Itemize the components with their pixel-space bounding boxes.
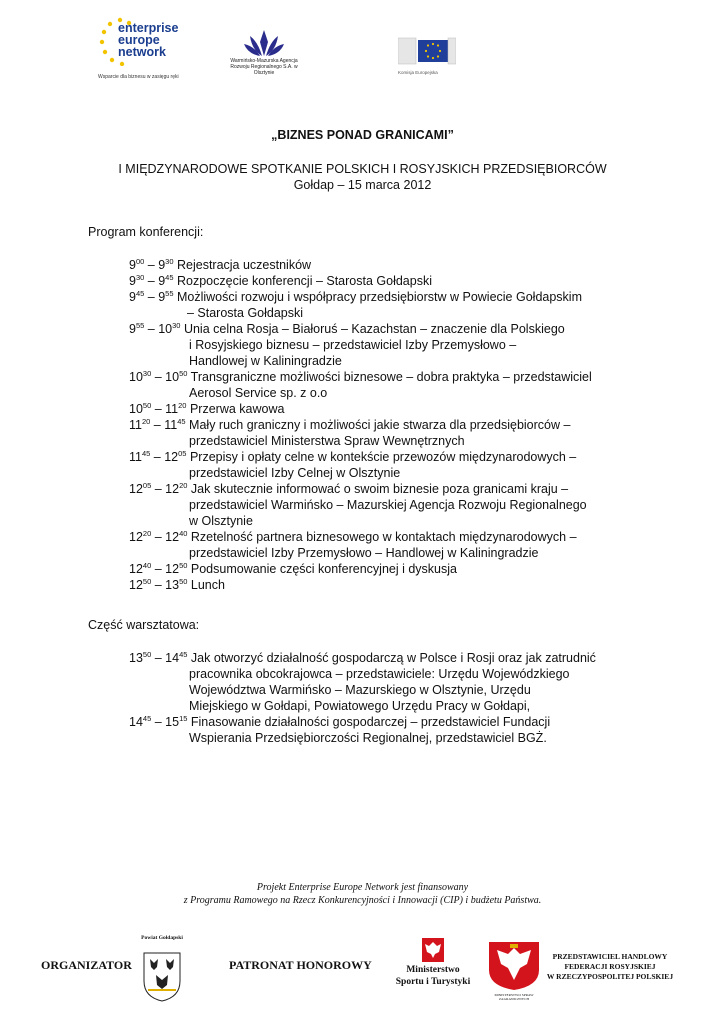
trade-representative bbox=[542, 952, 678, 982]
schedule-item bbox=[129, 321, 592, 369]
funding-note-line-1: Projekt Enterprise Europe Network jest finansowany bbox=[256, 882, 469, 893]
time-minutes: 45 bbox=[135, 289, 145, 298]
polish-eagle-icon bbox=[422, 938, 444, 962]
schedule-item bbox=[129, 417, 592, 449]
eu-flag-icon bbox=[398, 34, 456, 68]
schedule-text: Przepisy i opłaty celne w kontekście przewozów międzynarodowych – bbox=[189, 450, 577, 464]
coat-of-arms-icon bbox=[142, 951, 182, 1003]
time-minutes: 15 bbox=[179, 714, 188, 723]
schedule-text: Rozpoczęcie konferencji – Starosta Gołdapski bbox=[176, 274, 432, 288]
schedule-text: Handlowej w Kaliningradzie bbox=[189, 354, 342, 368]
time-hour: 12 bbox=[129, 530, 143, 544]
ministry-sport-tourism-logo bbox=[393, 938, 473, 998]
time-hour: 9 bbox=[129, 274, 136, 288]
time-minutes: 45 bbox=[141, 449, 151, 458]
time-range: $13^{50} - 14^{45}$ bbox=[129, 650, 188, 665]
time-hour: 10 bbox=[129, 370, 143, 384]
time-minutes: 20 bbox=[141, 417, 151, 426]
schedule-text: przedstawiciel Izby Celnej w Olsztynie bbox=[189, 466, 401, 480]
schedule-item bbox=[129, 577, 592, 593]
schedule-text: Jak otworzyć działalność gospodarczą w Polsce i Rosji oraz jak zatrudnić bbox=[190, 651, 596, 665]
een-logo-line: enterprise bbox=[118, 21, 179, 35]
time-minutes: 20 bbox=[178, 401, 187, 410]
time-minutes: 45 bbox=[142, 714, 152, 723]
time-minutes: 50 bbox=[179, 561, 188, 570]
funding-note-line-2: z Programu Ramowego na Rzecz Konkurencyjności i Innowacji (CIP) i budżetu Państwa. bbox=[183, 895, 542, 906]
time-minutes: 05 bbox=[142, 481, 152, 490]
time-range: $12^{05} - 12^{20}$ bbox=[129, 481, 188, 496]
schedule-text: Możliwości rozwoju i współpracy przedsiębiorstw w Powiecie Gołdapskim bbox=[176, 290, 582, 304]
time-range: $12^{40} - 12^{50}$ bbox=[129, 561, 188, 576]
time-minutes: 55 bbox=[135, 321, 145, 330]
time-minutes: 20 bbox=[179, 481, 188, 490]
time-range: $12^{20} - 12^{40}$ bbox=[129, 529, 188, 544]
time-hour: 9 bbox=[158, 258, 166, 272]
event-date: Gołdap – 15 marca 2012 bbox=[293, 178, 432, 192]
schedule-text: Mały ruch graniczny i możliwości jakie stwarza dla przedsiębiorców – bbox=[189, 418, 571, 432]
time-minutes: 40 bbox=[179, 529, 188, 538]
een-tagline: Wsparcie dla biznesu w zasięgu ręki bbox=[98, 74, 179, 80]
trade-rep-line: PRZEDSTAWICIEL HANDLOWY bbox=[552, 952, 668, 961]
time-hour: 12 bbox=[165, 482, 180, 496]
time-hour: 10 bbox=[158, 322, 173, 336]
time-hour: 9 bbox=[129, 322, 136, 336]
time-hour: 11 bbox=[165, 402, 179, 416]
time-hour: 12 bbox=[164, 450, 179, 464]
schedule-text: w Olsztynie bbox=[189, 514, 253, 528]
time-hour: 12 bbox=[129, 562, 143, 576]
program-schedule bbox=[129, 257, 592, 593]
time-hour: 12 bbox=[165, 530, 180, 544]
schedule-item bbox=[129, 401, 592, 417]
een-logo-line: europe bbox=[118, 33, 160, 47]
trade-rep-line: FEDERACJI ROSYJSKIEJ bbox=[564, 962, 656, 971]
time-range: $11^{45} - 12^{05}$ bbox=[129, 449, 187, 464]
time-minutes: 50 bbox=[179, 369, 188, 378]
time-minutes: 50 bbox=[179, 577, 188, 586]
schedule-text: Wspierania Przedsiębiorczości Regionalnej, przedstawiciel BGŻ. bbox=[189, 731, 547, 745]
schedule-text: Miejskiego w Gołdapi, Powiatowego Urzędu Pracy w Gołdapi, bbox=[189, 699, 531, 713]
time-range: $10^{30} - 10^{50}$ bbox=[129, 369, 188, 384]
schedule-text: Jak skutecznie informować o swoim biznesie poza granicami kraju – bbox=[190, 482, 569, 496]
schedule-text: Aerosol Service sp. z o.o bbox=[189, 386, 328, 400]
time-range: $9^{00} - 9^{30}$ bbox=[129, 257, 174, 272]
workshop-heading: Część warsztatowa: bbox=[88, 618, 200, 632]
schedule-item bbox=[129, 273, 592, 289]
wmarr-logo-text: Warmińsko-Mazurska Agencja Rozwoju Regionalnego S.A. w Olsztynie bbox=[230, 58, 298, 76]
time-hour: 9 bbox=[158, 274, 166, 288]
program-heading: Program konferencji: bbox=[88, 225, 204, 239]
time-hour: 10 bbox=[129, 402, 143, 416]
time-minutes: 30 bbox=[142, 369, 152, 378]
time-minutes: 30 bbox=[172, 321, 181, 330]
schedule-item bbox=[129, 529, 592, 561]
schedule-text: Transgraniczne możliwości biznesowe – dobra praktyka – przedstawiciel bbox=[190, 370, 592, 384]
time-hour: 15 bbox=[165, 715, 180, 729]
schedule-text: przedstawiciel Ministerstwa Spraw Wewnętrznych bbox=[189, 434, 465, 448]
schedule-text: pracownika obcokrajowca – przedstawiciele: Urzędu Wojewódzkiego bbox=[189, 667, 570, 681]
european-commission-logo bbox=[398, 34, 456, 78]
time-hour: 13 bbox=[129, 651, 143, 665]
time-hour: 11 bbox=[164, 418, 178, 432]
time-hour: 11 bbox=[129, 450, 142, 464]
time-minutes: 30 bbox=[165, 257, 174, 266]
time-minutes: 30 bbox=[135, 273, 145, 282]
schedule-text: Unia celna Rosja – Białoruś – Kazachstan – znaczenie dla Polskiego bbox=[183, 322, 565, 336]
time-minutes: 45 bbox=[179, 650, 188, 659]
time-range: $9^{30} - 9^{45}$ bbox=[129, 273, 174, 288]
schedule-text: Przerwa kawowa bbox=[189, 402, 285, 416]
powiat-label: Powiat Gołdapski bbox=[141, 935, 183, 941]
schedule-item bbox=[129, 561, 592, 577]
event-name: I MIĘDZYNARODOWE SPOTKANIE POLSKICH I ROSYJSKICH PRZEDSIĘBIORCÓW bbox=[118, 162, 607, 176]
schedule-item bbox=[129, 449, 592, 481]
schedule-item bbox=[129, 257, 592, 273]
schedule-text: Województwa Warmińsko – Mazurskiego w Olsztynie, Urzędu bbox=[189, 683, 531, 697]
time-hour: 9 bbox=[129, 258, 136, 272]
time-range: $12^{50} - 13^{50}$ bbox=[129, 577, 188, 592]
time-hour: 9 bbox=[129, 290, 136, 304]
ec-logo-text: Komisja Europejska bbox=[398, 70, 438, 75]
time-range: $9^{45} - 9^{55}$ bbox=[129, 289, 174, 304]
time-minutes: 20 bbox=[142, 529, 152, 538]
time-minutes: 05 bbox=[178, 449, 187, 458]
ministry-name: Ministerstwo Sportu i Turystyki bbox=[395, 965, 471, 987]
schedule-text: przedstawiciel Izby Przemysłowo – Handlowej w Kaliningradzie bbox=[189, 546, 539, 560]
workshop-schedule bbox=[129, 650, 596, 746]
schedule-text: Lunch bbox=[190, 578, 225, 592]
schedule-text: Podsumowanie części konferencyjnej i dyskusja bbox=[190, 562, 457, 576]
white-eagle-icon bbox=[487, 940, 541, 992]
patronage-label: PATRONAT HONOROWY bbox=[229, 958, 372, 972]
time-hour: 12 bbox=[165, 562, 180, 576]
time-minutes: 40 bbox=[142, 561, 152, 570]
wmarr-emblem-icon bbox=[244, 28, 284, 58]
enterprise-europe-network-logo bbox=[98, 16, 190, 82]
schedule-text: – Starosta Gołdapski bbox=[187, 306, 304, 320]
emblem-caption: MINISTERSTWO SPRAW ZAGRANICZNYCH bbox=[494, 993, 534, 1001]
schedule-text: i Rosyjskiego biznesu – przedstawiciel Izby Przemysłowo – bbox=[189, 338, 517, 352]
schedule-item bbox=[129, 369, 592, 401]
time-minutes: 50 bbox=[142, 401, 152, 410]
time-range: $9^{55} - 10^{30}$ bbox=[129, 321, 181, 336]
time-hour: 11 bbox=[129, 418, 142, 432]
schedule-item bbox=[129, 481, 592, 529]
schedule-text: przedstawiciel Warmińsko – Mazurskiej Agencja Rozwoju Regionalnego bbox=[189, 498, 587, 512]
time-range: $14^{45} - 15^{15}$ bbox=[129, 714, 188, 729]
schedule-item bbox=[129, 289, 592, 321]
time-hour: 14 bbox=[165, 651, 180, 665]
time-hour: 12 bbox=[129, 578, 143, 592]
time-minutes: 45 bbox=[177, 417, 186, 426]
time-minutes: 50 bbox=[142, 577, 152, 586]
time-hour: 9 bbox=[158, 290, 166, 304]
schedule-text: Finasowanie działalności gospodarczej – przedstawiciel Fundacji bbox=[190, 715, 551, 729]
schedule-text: Rejestracja uczestników bbox=[176, 258, 312, 272]
time-minutes: 45 bbox=[165, 273, 174, 282]
polish-coat-of-arms-logo bbox=[487, 940, 541, 1002]
organizer-label: ORGANIZATOR bbox=[41, 958, 132, 972]
schedule-item bbox=[129, 714, 596, 746]
document-title: „BIZNES PONAD GRANICAMI” bbox=[271, 128, 454, 142]
time-minutes: 00 bbox=[135, 257, 145, 266]
time-hour: 13 bbox=[165, 578, 180, 592]
time-range: $11^{20} - 11^{45}$ bbox=[129, 417, 186, 432]
een-logo-line: network bbox=[118, 45, 166, 59]
trade-rep-line: W RZECZYPOSPOLITEJ POLSKIEJ bbox=[546, 972, 674, 981]
time-minutes: 50 bbox=[142, 650, 152, 659]
time-range: $10^{50} - 11^{20}$ bbox=[129, 401, 187, 416]
time-hour: 10 bbox=[165, 370, 180, 384]
powiat-goldapski-logo bbox=[140, 935, 184, 1007]
schedule-item bbox=[129, 650, 596, 714]
time-hour: 12 bbox=[129, 482, 143, 496]
time-minutes: 55 bbox=[165, 289, 174, 298]
wmarr-logo bbox=[222, 28, 306, 92]
schedule-text: Rzetelność partnera biznesowego w kontaktach międzynarodowych – bbox=[190, 530, 577, 544]
time-hour: 14 bbox=[129, 715, 143, 729]
